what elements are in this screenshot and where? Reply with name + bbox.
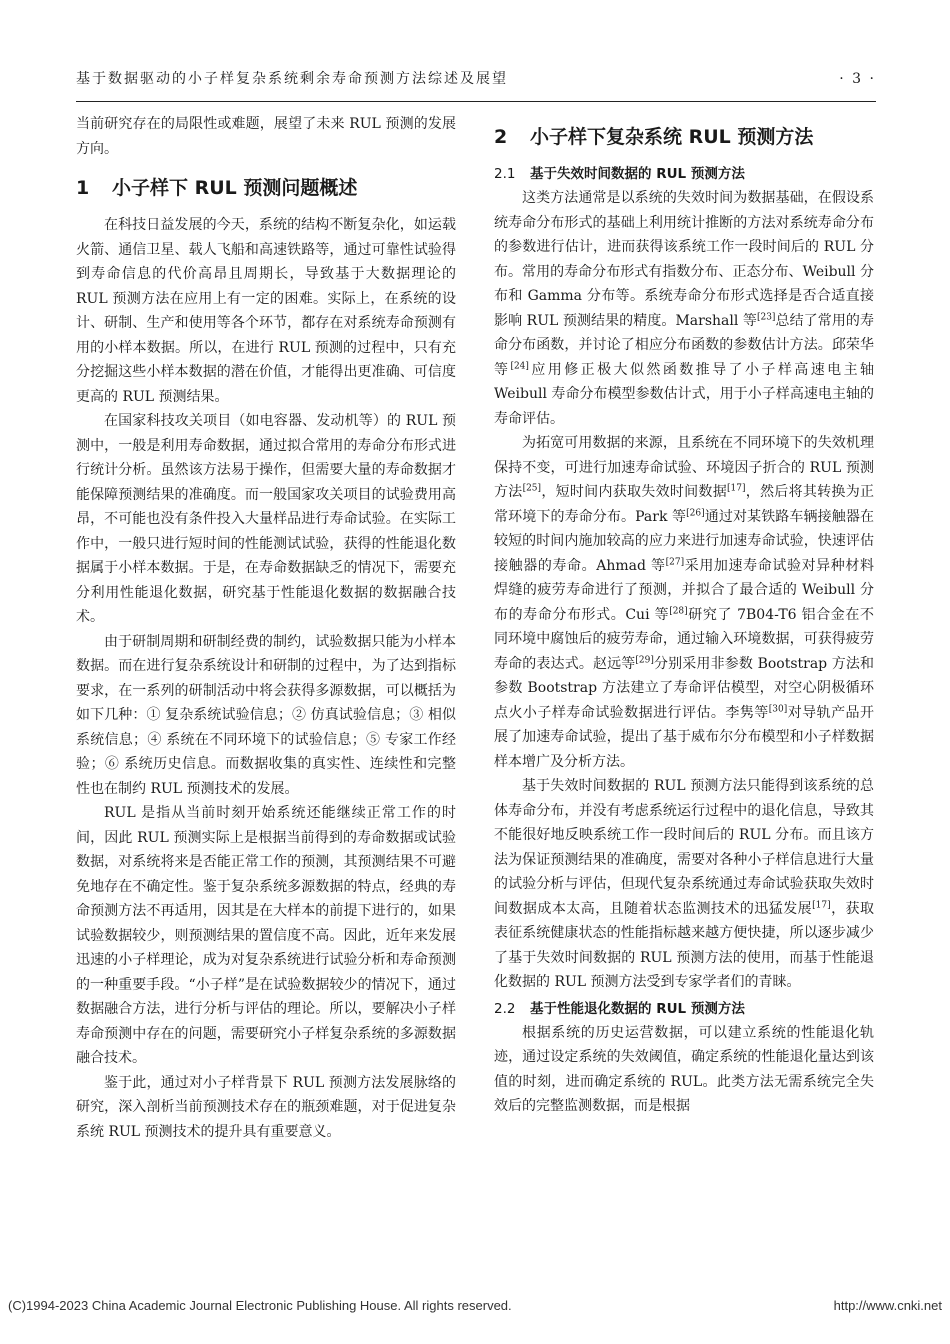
- section-1-heading: [76, 171, 456, 205]
- sec21-paragraph-1: 这类方法通常是以系统的失效时间为数据基础，在假设系统寿命分布形式的基础上利用统计推断的方法对系统寿命分布的参数进行估计，进而获得该系统工作一段时间后的 RUL 分布。常用的寿命分布形式有指数分布、正态分布、Weibull 分布和 Gamma 分布等。系统寿命分布形式选择是否合适直接影响 RUL 预测结果的精度。Marshall 等[23]总结了常用的寿命分布函数，并讨论了相应分布函数的参数估计方法。邱荣华等[24]应用修正极大似然函数推导了小子样高速电主轴 Weibull 寿命分布模型参数估计式，用于小子样高速电主轴的寿命评估。: [494, 190, 875, 427]
- subsection-2-1-heading: [494, 162, 874, 186]
- intro-tail-paragraph: 当前研究存在的局限性或难题，展望了未来 RUL 预测的发展方向。: [76, 116, 456, 157]
- copyright-notice: (C)1994-2023 China Academic Journal Electronic Publishing House. All rights reserved.: [8, 1298, 512, 1313]
- cnki-link[interactable]: http://www.cnki.net: [833, 1298, 942, 1313]
- sec1-paragraph-1: 在科技日益发展的今天，系统的结构不断复杂化，如运载火箭、通信卫星、载人飞船和高速铁路等，通过可靠性试验得到寿命信息的代价高昂且周期长，导致基于大数据理论的 RUL 预测方法在应用上有一定的困难。实际上，在系统的设计、研制、生产和使用等各个环节，都存在对系统寿命预测有用的小样本数据。所以，在进行 RUL 预测的过程中，只有充分挖掘这些小样本数据的潜在价值，才能得出更准确、可信度更高的 RUL 预测结果。: [76, 217, 456, 405]
- citation-27: [27]: [665, 556, 685, 567]
- section-1-number: 1: [76, 177, 90, 199]
- footer: [8, 1298, 942, 1313]
- section-2-title: 小子样下复杂系统 RUL 预测方法: [530, 126, 814, 148]
- subsection-2-2-heading: [494, 997, 874, 1021]
- subsection-2-1-title: 基于失效时间数据的 RUL 预测方法: [530, 166, 745, 182]
- right-column: [494, 112, 874, 1119]
- section-1-title: 小子样下 RUL 预测问题概述: [112, 177, 358, 199]
- citation-28: [28]: [669, 605, 688, 616]
- header-rule: [76, 101, 876, 102]
- sec21-paragraph-2: 为拓宽可用数据的来源，且系统在不同环境下的失效机理保持不变，可进行加速寿命试验、环境因子折合的 RUL 预测方法[25]，短时间内获取失效时间数据[17]，然后将其转换为正常环境下的寿命分布。Park 等[26]通过对某铁路车辆接触器在较短的时间内施加较高的应力来进行加速寿命试验，快速评估接触器的寿命。Ahmad 等[27]采用加速寿命试验对异种材料焊缝的疲劳寿命进行了预测，并拟合了最合适的 Weibull 分布的寿命分布形式。Cui 等[28]研究了 7B04-T6 铝合金在不同环境中腐蚀后的疲劳寿命，通过输入环境数据，可获得疲劳寿命的表达式。赵远等[29]分别采用非参数 Bootstrap 方法和参数 Bootstrap 方法建立了寿命评估模型，对空心阴极循环点火小子样寿命试验数据进行评估。李隽等[30]对导轨产品开展了加速寿命试验，提出了基于威布尔分布模型和小子样数据样本增广及分析方法。: [494, 435, 875, 770]
- citation-17: [17]: [726, 483, 746, 494]
- citation-29: [29]: [635, 654, 654, 665]
- sec1-paragraph-4: RUL 是指从当前时刻开始系统还能继续正常工作的时间，因此 RUL 预测实际上是根据当前得到的寿命数据或试验数据，对系统将来是否能正常工作的预测，其预测结果不可避免地存在不确定性。鉴于复杂系统多源数据的特点，经典的寿命预测方法不再适用，因其是在大样本的前提下进行的，如果试验数据较少，则预测结果的置信度不高。因此，近年来发展迅速的小子样理论，成为对复杂系统进行试验分析和寿命预测的一种重要手段。“小子样”是在试验数据较少的情况下，通过数据融合方法，进行分析与评估的理论。所以，要解决小子样寿命预测中存在的问题，需要研究小子样复杂系统的多源数据融合技术。: [76, 805, 456, 1066]
- citation-24: [24]: [510, 360, 529, 371]
- page-number: · 3 ·: [839, 71, 876, 87]
- sec1-paragraph-2: 在国家科技攻关项目（如电容器、发动机等）的 RUL 预测中，一般是利用寿命数据，通过拟合常用的寿命分布形式进行统计分析。虽然该方法易于操作，但需要大量的寿命数据才能保障预测结果的准确度。而一般国家攻关项目的试验费用高昂，不可能也没有条件投入大量样品进行寿命试验。在实际工作中，一般只进行短时间的性能测试试验，获得的性能退化数据属于小样本数据。于是，在寿命数据缺乏的情况下，需要充分利用性能退化数据，研究基于性能退化数据的数据融合技术。: [76, 413, 456, 625]
- citation-30: [30]: [768, 703, 788, 714]
- section-2-heading: [494, 120, 874, 154]
- section-2-number: 2: [494, 126, 508, 148]
- citation-23: [23]: [756, 311, 776, 322]
- subsection-2-2-title: 基于性能退化数据的 RUL 预测方法: [530, 1000, 745, 1017]
- journal-article-title: 基于数据驱动的小子样复杂系统剩余寿命预测方法综述及展望: [76, 71, 508, 87]
- citation-17-second: [17]: [812, 899, 831, 910]
- running-header: [76, 68, 876, 88]
- citation-26: [26]: [686, 507, 705, 518]
- sec21-paragraph-3: 基于失效时间数据的 RUL 预测方法只能得到该系统的总体寿命分布，并没有考虑系统运行过程中的退化信息，导致其不能很好地反映系统工作一段时间后的 RUL 分布。而且该方法为保证预测结果的准确度，需要对各种小子样信息进行大量的试验分析与评估，但现代复杂系统通过寿命试验获取失效时间数据成本太高，且随着状态监测技术的迅猛发展[17]，获取表征系统健康状态的性能指标越来越方便快捷，所以逐步减少了基于失效时间数据的 RUL 预测方法的使用，而基于性能退化数据的 RUL 预测方法受到专家学者们的青睐。: [494, 778, 875, 990]
- left-column: [76, 112, 456, 1144]
- sec1-paragraph-3: 由于研制周期和研制经费的制约，试验数据只能为小样本数据。而在进行复杂系统设计和研制的过程中，为了达到指标要求，在一系列的研制活动中将会获得多源数据，可以概括为如下几种：① 复杂系统试验信息；② 仿真试验信息；③ 相似系统信息；④ 系统在不同环境下的试验信息；⑤ 专家工作经验；⑥ 系统历史信息。而数据收集的真实性、连续性和完整性也在制约 RUL 预测技术的发展。: [76, 633, 456, 797]
- subsection-2-2-number: 2.2: [494, 1000, 516, 1017]
- subsection-2-1-number: 2.1: [494, 166, 516, 182]
- citation-25: [25]: [522, 483, 542, 494]
- sec1-paragraph-5: 鉴于此，通过对小子样背景下 RUL 预测方法发展脉络的研究，深入剖析当前预测技术存在的瓶颈难题，对于促进复杂系统 RUL 预测技术的提升具有重要意义。: [76, 1074, 456, 1140]
- sec22-paragraph-1: 根据系统的历史运营数据，可以建立系统的性能退化轨迹，通过设定系统的失效阈值，确定系统的性能退化量达到该值的时刻，进而确定系统的 RUL。此类方法无需系统完全失效后的完整监测数据，而是根据: [494, 1024, 874, 1114]
